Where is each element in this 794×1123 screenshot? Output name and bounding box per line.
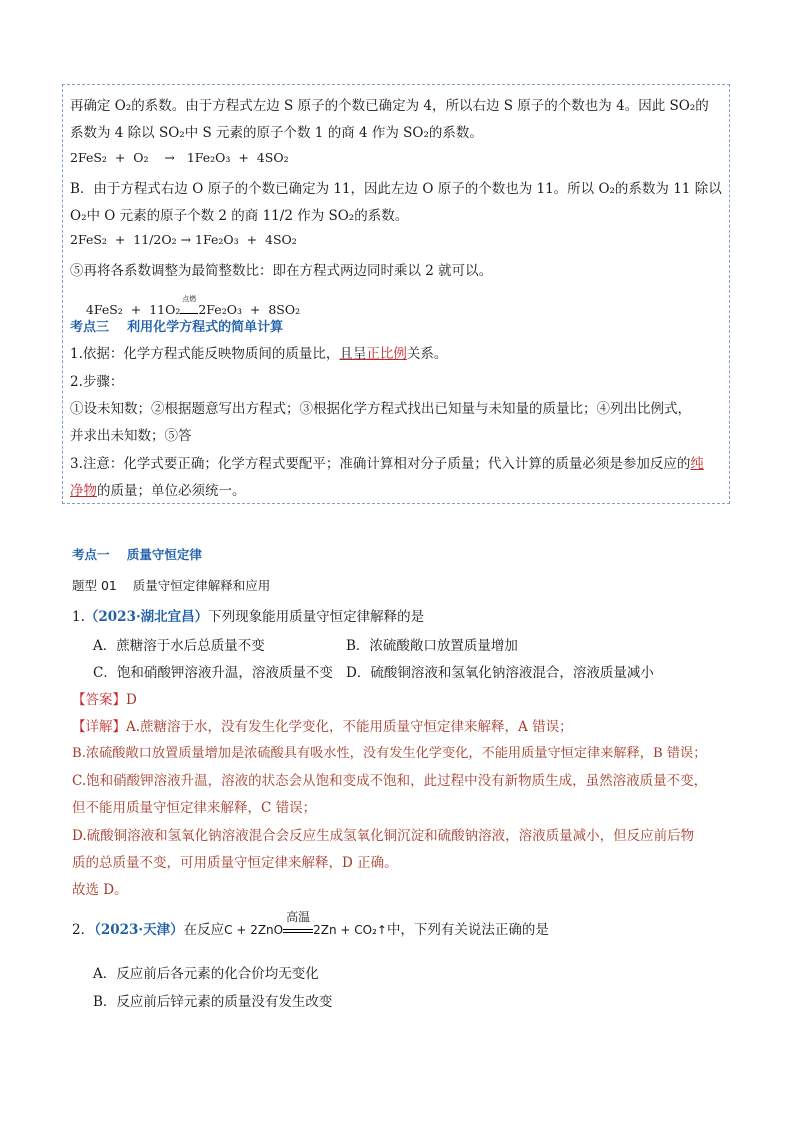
- q1-detail-1: [72, 715, 573, 735]
- q2-option-a: A．反应前后各元素的化合价均无变化: [93, 966, 319, 982]
- steps-title: 2.步骤：: [70, 374, 124, 390]
- q1-stem: [72, 605, 424, 625]
- q1-detail-5: D.硫酸铜溶液和氢氧化钠溶液混合会反应生成氢氧化铜沉淀和硫酸钠溶液，溶液质量减小，但反应前后物: [72, 828, 695, 844]
- q2-source: （2023·天津）: [94, 922, 184, 938]
- q1-detail-2: B.浓硫酸敞口放置质量增加是浓硫酸具有吸水性，没有发生化学变化，不能用质量守恒定律来解释，B 错误；: [72, 746, 707, 761]
- note-text: 3.注意：化学式要正确；化学方程式要配平；准确计算相对分子质量；代入计算的质量必须是参加反应的: [70, 456, 691, 472]
- basis-highlight: 正比例: [366, 346, 407, 362]
- q1-option-b: B．浓硫酸敞口放置质量增加: [346, 638, 518, 654]
- detail-text: A.蔗糖溶于水，没有发生化学变化，不能用质量守恒定律来解释，A 错误；: [126, 719, 573, 735]
- kp3-title: 考点三 利用化学方程式的简单计算: [70, 320, 284, 335]
- q1-answer: [72, 688, 137, 708]
- steps-line-2: 并求出未知数；⑤答: [70, 428, 192, 444]
- ignite-label: 点燃: [182, 295, 197, 303]
- q2-equation-right: 2Zn + CO₂↑: [313, 923, 387, 937]
- q2-equation-left: C + 2ZnO: [224, 923, 284, 937]
- note-highlight-2: 净物: [70, 483, 97, 499]
- basis-end: 关系。: [406, 346, 448, 362]
- high-temp-label: 高温: [286, 910, 311, 924]
- q1-detail-6: 质的总质量不变，可用质量守恒定律来解释，D 正确。: [72, 855, 398, 871]
- high-temp-condition: [283, 910, 313, 938]
- note-line-1: [70, 452, 704, 472]
- basis-line: [70, 342, 447, 362]
- q2-number: 2．: [72, 922, 95, 938]
- q1-number: 1.: [72, 609, 85, 625]
- type-title: 题型 01 质量守恒定律解释和应用: [72, 578, 271, 593]
- basis-underline: 且呈: [339, 346, 367, 362]
- q1-option-c: C．饱和硝酸钾溶液升温，溶液质量不变: [93, 665, 333, 681]
- q1-source: （2023·湖北宜昌）: [84, 609, 209, 625]
- q1-text: 下列现象能用质量守恒定律解释的是: [208, 609, 425, 625]
- q2-text-post: 中，下列有关说法正确的是: [386, 922, 549, 938]
- q1-detail-4: 但不能用质量守恒定律来解释，C 错误；: [72, 800, 317, 816]
- box-line-1: 再确定 O₂的系数。由于方程式左边 S 原子的个数已确定为 4，所以右边 S 原子的个数也为 4。因此 SO₂的: [70, 98, 709, 114]
- basis-text: 1.依据：化学方程式能反映物质间的质量比，: [70, 346, 340, 362]
- q2-option-b: B．反应前后锌元素的质量没有发生改变: [93, 994, 333, 1010]
- q1-detail-7: 故选 D。: [72, 882, 128, 898]
- box-line-3: B．由于方程式右边 O 原子的个数已确定为 11，因此左边 O 原子的个数也为 11。所以 O₂的系数为 11 除以: [70, 181, 722, 197]
- note-highlight-1: 纯: [690, 456, 704, 472]
- answer-label: 【答案】: [72, 692, 126, 708]
- q1-option-d: D．硫酸铜溶液和氢氧化钠溶液混合，溶液质量减小: [346, 665, 654, 681]
- note-end: 的质量；单位必须统一。: [97, 483, 246, 499]
- equation-1: 2FeS₂ + O₂ → 1Fe₂O₃ + 4SO₂: [70, 150, 289, 165]
- ignite-condition: [180, 295, 198, 317]
- q2-text-pre: 在反应: [183, 922, 225, 938]
- steps-line-1: ①设未知数；②根据题意写出方程式；③根据化学方程式找出已知量与未知量的质量比；④列出比例式，: [70, 401, 691, 417]
- q1-option-a: A．蔗糖溶于水后总质量不变: [93, 638, 265, 654]
- kp1-title: 考点一 质量守恒定律: [72, 547, 202, 562]
- detail-label: 【详解】: [72, 719, 126, 735]
- box-line-2: 系数为 4 除以 SO₂中 S 元素的原子个数 1 的商 4 作为 SO₂的系数。: [70, 125, 483, 141]
- note-line-2: [70, 479, 246, 499]
- box-line-5: ⑤再将各系数调整为最简整数比：即在方程式两边同时乘以 2 就可以。: [70, 263, 493, 279]
- equation-2: 2FeS₂ + 11/2O₂ → 1Fe₂O₃ + 4SO₂: [70, 232, 297, 247]
- equation-3-left: 4FeS₂ + 11O₂: [85, 302, 181, 317]
- q2-stem: [72, 910, 549, 938]
- q1-detail-3: C.饱和硝酸钾溶液升温，溶液的状态会从饱和变成不饱和，此过程中没有新物质生成，虽然溶液质量不变，: [72, 773, 708, 789]
- equation-3-right: 2Fe₂O₃ + 8SO₂: [198, 302, 301, 317]
- box-line-4: O₂中 O 元素的原子个数 2 的商 11/2 作为 SO₂的系数。: [70, 208, 409, 224]
- answer-value: D: [126, 692, 137, 708]
